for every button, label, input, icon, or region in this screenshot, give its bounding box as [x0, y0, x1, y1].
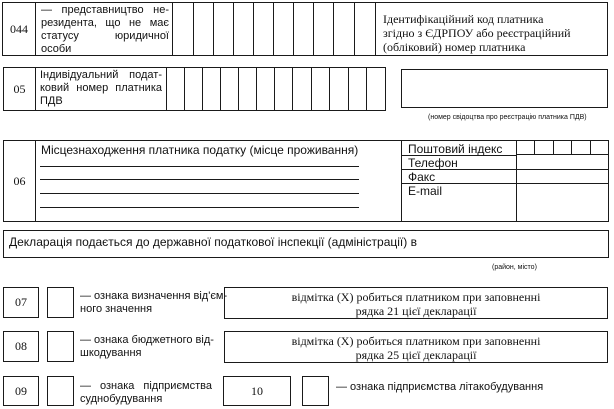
- row-08-number: 08: [3, 331, 39, 362]
- row-06-number: 06: [4, 141, 36, 221]
- id-label-line: згідно з ЄДРПОУ або реєстраційний: [383, 26, 571, 40]
- vat-certificate-field[interactable]: [401, 69, 608, 108]
- vat-certificate-note: (номер свідоцтва про реєстрацію платника ПДВ): [428, 114, 587, 121]
- row-06-title: Місцезнаходження платника податку (місце проживання): [41, 143, 359, 157]
- code-cell[interactable]: [193, 3, 213, 55]
- id-label-line: (обліковий) номер платника: [383, 40, 526, 54]
- row-06: [3, 140, 609, 222]
- email-label: E-mail: [408, 184, 443, 198]
- fax-label: Факс: [408, 170, 436, 184]
- declaration-note: (район, місто): [492, 264, 537, 271]
- declaration-text: Декларація подається до державної податкової інспекції (адміністрації) в: [9, 235, 417, 249]
- tax-cell[interactable]: [220, 68, 238, 110]
- row-05-label: [40, 69, 162, 108]
- row-09-label-line: суднобудування: [80, 393, 163, 405]
- postal-index-label: Поштовий індекс: [408, 142, 503, 156]
- row-10-label: — ознака підприємства літакобудування: [336, 381, 544, 393]
- code-cell[interactable]: [273, 3, 293, 55]
- postal-cell[interactable]: [534, 141, 553, 154]
- row-044-number: 044: [3, 3, 36, 55]
- row-09-label-line: — ознака підприємства: [80, 380, 212, 392]
- tax-cell[interactable]: [292, 68, 311, 110]
- code-cell[interactable]: [313, 3, 333, 55]
- row-05-label-line: Індивідуальний подат-: [40, 69, 162, 81]
- tax-cell[interactable]: [256, 68, 274, 110]
- row-08-instruction-line: рядка 25 цієї декларації: [355, 348, 477, 362]
- tax-cell[interactable]: [238, 68, 256, 110]
- code-cell[interactable]: [233, 3, 253, 55]
- tax-cell[interactable]: [348, 68, 366, 110]
- postal-index-cells[interactable]: [516, 141, 609, 155]
- row-044-code-cells[interactable]: [172, 3, 376, 55]
- row-05-number: 05: [4, 68, 36, 110]
- tax-cell[interactable]: [184, 68, 202, 110]
- row-08-checkbox[interactable]: [47, 331, 74, 362]
- row-08-label-line: — ознака бюджетного від-: [80, 334, 214, 346]
- id-label-line: Ідентифікаційний код платника: [383, 12, 544, 26]
- row-07-instruction-line: відмітка (Х) робиться платником при заповненні: [291, 290, 541, 304]
- postal-cell[interactable]: [590, 141, 609, 154]
- row-08-instruction-line: відмітка (Х) робиться платником при заповненні: [291, 334, 541, 348]
- row-08-label: [80, 334, 220, 360]
- row-10-number: 10: [223, 376, 291, 406]
- tax-cell[interactable]: [311, 68, 329, 110]
- row-08-instruction: [224, 331, 608, 363]
- row-05-label-line: ковий номер платника: [40, 82, 162, 94]
- code-cell[interactable]: [333, 3, 354, 55]
- code-cell[interactable]: [253, 3, 273, 55]
- row-09-number: 09: [3, 376, 39, 406]
- tax-cell[interactable]: [366, 68, 385, 110]
- row-07-label: [80, 290, 228, 316]
- tax-cell[interactable]: [166, 68, 184, 110]
- postal-cell[interactable]: [553, 141, 571, 154]
- row-07-label-line: — ознака визначення від'єм-: [80, 290, 228, 302]
- tax-cell[interactable]: [202, 68, 220, 110]
- address-line[interactable]: [40, 193, 359, 194]
- row-10-checkbox[interactable]: [302, 376, 329, 406]
- address-line[interactable]: [40, 179, 359, 180]
- code-cell[interactable]: [354, 3, 375, 55]
- row-08-label-line: шкодування: [80, 347, 142, 359]
- row-05-label-line: ПДВ: [40, 95, 63, 107]
- row-05-tax-cells[interactable]: [166, 68, 385, 110]
- tax-cell[interactable]: [329, 68, 348, 110]
- fax-field[interactable]: [516, 169, 609, 183]
- row-044-label-line: — представництво не-: [41, 4, 169, 16]
- tax-cell[interactable]: [274, 68, 292, 110]
- row-09-label: [80, 380, 212, 406]
- phone-field[interactable]: [516, 155, 609, 169]
- row-05: [3, 67, 386, 111]
- code-cell[interactable]: [213, 3, 233, 55]
- address-line[interactable]: [40, 166, 359, 167]
- row-044-id-label: [383, 12, 605, 54]
- row-044-label-line: особи: [41, 43, 72, 55]
- declaration-box[interactable]: [3, 230, 609, 258]
- row-044-label: [41, 4, 169, 56]
- code-cell[interactable]: [172, 3, 193, 55]
- postal-cell[interactable]: [516, 141, 534, 154]
- row-09-checkbox[interactable]: [47, 376, 74, 406]
- row-07-checkbox[interactable]: [47, 287, 74, 318]
- postal-cell[interactable]: [571, 141, 590, 154]
- row-044-label-line: резидента, що не має: [41, 17, 169, 29]
- row-044: [2, 2, 608, 56]
- contact-table: [401, 141, 608, 221]
- row-07-label-line: ного значення: [80, 303, 153, 315]
- email-field[interactable]: [516, 183, 609, 221]
- address-line[interactable]: [40, 207, 359, 208]
- code-cell[interactable]: [293, 3, 313, 55]
- row-044-label-line: статусу юридичної: [41, 30, 169, 42]
- phone-label: Телефон: [408, 156, 458, 170]
- row-07-number: 07: [3, 287, 39, 318]
- row-07-instruction-line: рядка 21 цієї декларації: [355, 304, 477, 318]
- row-07-instruction: [224, 287, 608, 319]
